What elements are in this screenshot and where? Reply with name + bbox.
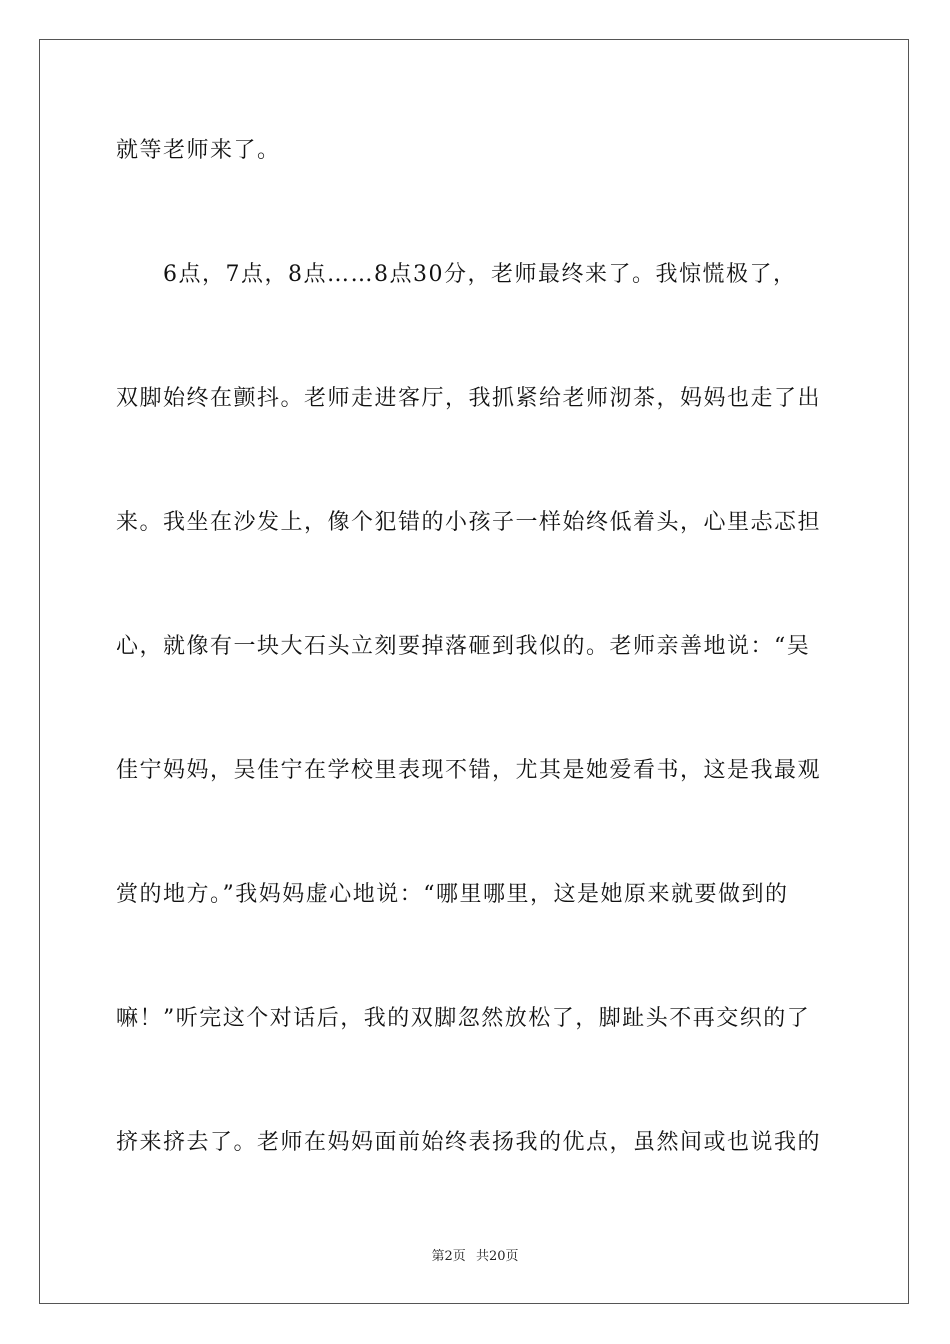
text-line-1: 就等老师来了。 bbox=[116, 138, 281, 163]
page-footer bbox=[0, 1248, 950, 1266]
total-pages: 共20页 bbox=[475, 1249, 519, 1264]
page-border bbox=[39, 39, 909, 1304]
text-line-7: 赏的地方。”我妈妈虚心地说：“哪里哪里，这是她原来就要做到的 bbox=[116, 882, 789, 907]
text-line-3: 双脚始终在颤抖。老师走进客厅，我抓紧给老师沏茶，妈妈也走了出 bbox=[116, 386, 822, 411]
text-line-8: 嘛！”听完这个对话后，我的双脚忽然放松了，脚趾头不再交织的了 bbox=[116, 1006, 811, 1031]
page-number: 第2页 bbox=[431, 1249, 466, 1264]
text-line-5: 心，就像有一块大石头立刻要掉落砸到我似的。老师亲善地说：“吴 bbox=[116, 634, 811, 659]
text-line-6: 佳宁妈妈，吴佳宁在学校里表现不错，尤其是她爱看书，这是我最观 bbox=[116, 758, 822, 783]
text-line-9: 挤来挤去了。老师在妈妈面前始终表扬我的优点，虽然间或也说我的 bbox=[116, 1130, 822, 1155]
text-line-2: 6点，7点，8点……8点30分，老师最终来了。我惊慌极了， bbox=[163, 262, 797, 287]
text-line-4: 来。我坐在沙发上，像个犯错的小孩子一样始终低着头，心里忐忑担 bbox=[116, 510, 822, 535]
